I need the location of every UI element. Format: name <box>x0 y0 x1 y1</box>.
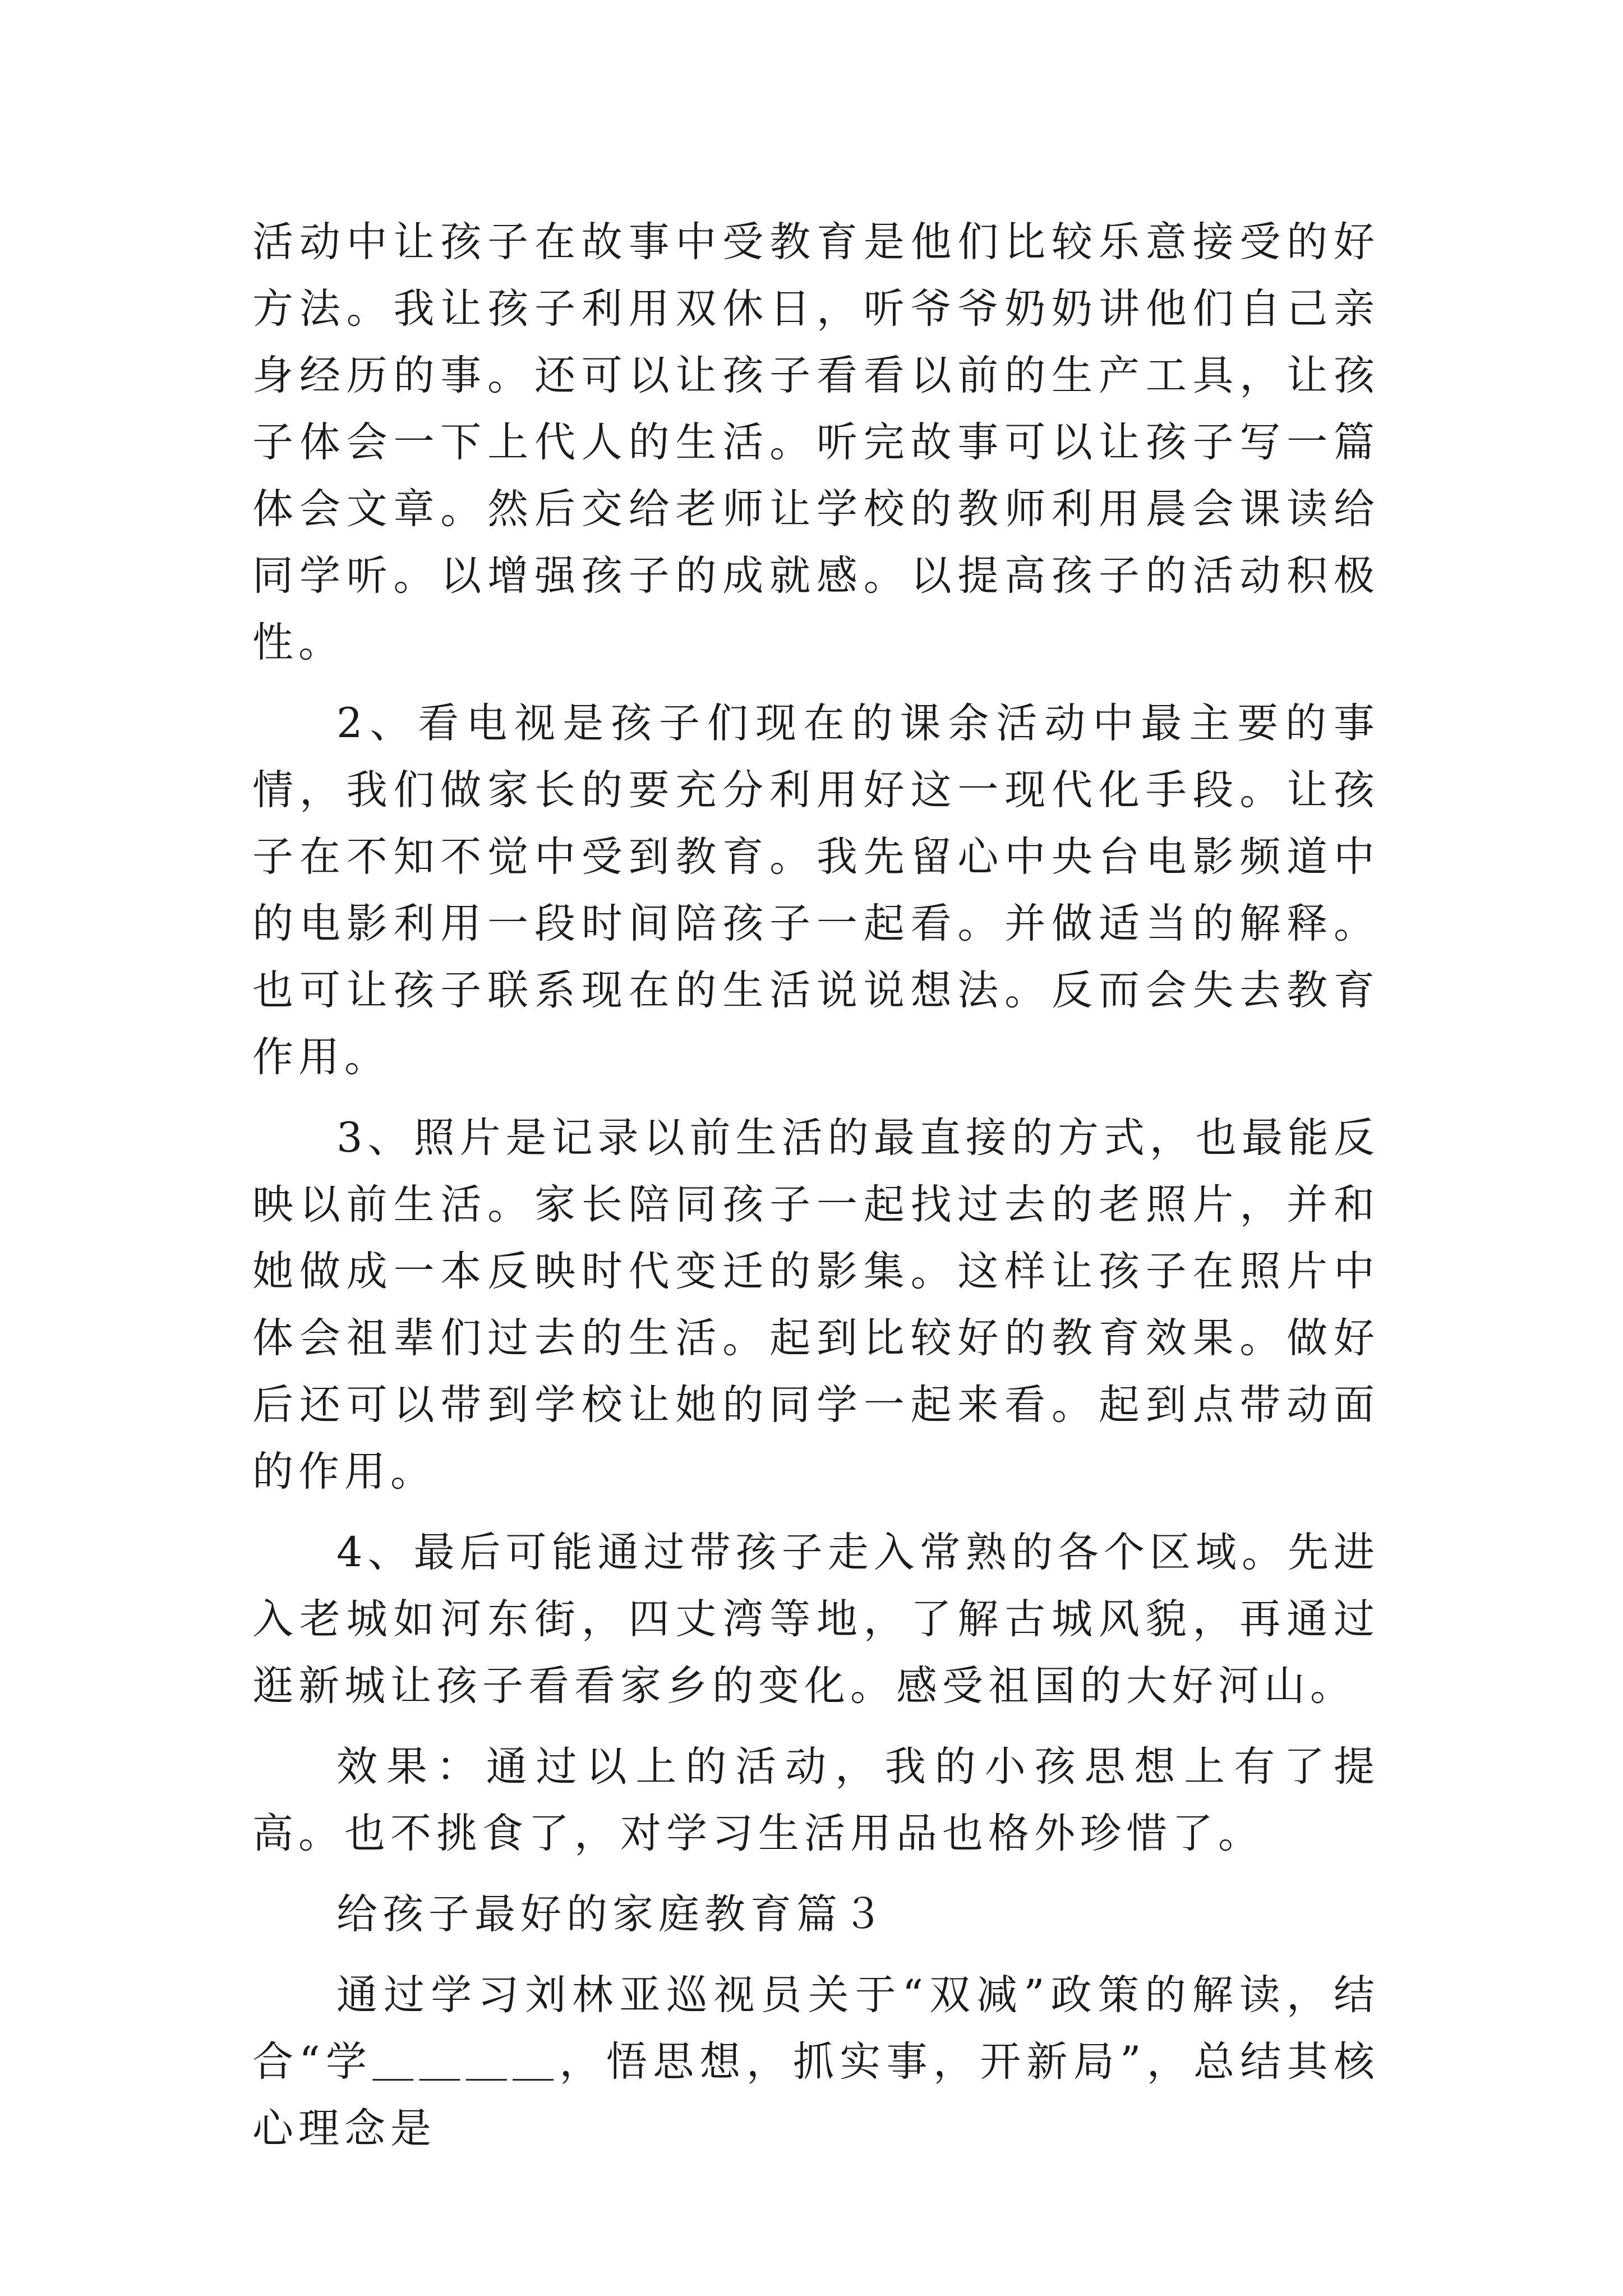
paragraph-watching-tv: 2、看电视是孩子们现在的课余活动中最主要的事情，我们做家长的要充分利用好这一现代化手段。让孩子在不知不觉中受到教育。我先留心中央台电影频道中的电影利用一段时间陪孩子一起看。并做适当的解释。也可让孩子联系现在的生活说说想法。反而会失去教育作用。 <box>252 700 1380 1081</box>
paragraph-city-tour: 4、最后可能通过带孩子走入常熟的各个区域。先进入老城如河东街，四丈湾等地，了解古城风貌，再通过逛新城让孩子看看家乡的变化。感受祖国的大好河山。 <box>252 1529 1380 1710</box>
document-body <box>252 209 1380 2176</box>
paragraph-effect: 效果：通过以上的活动，我的小孩思想上有了提高。也不挑食了，对学习生活用品也格外珍惜了。 <box>252 1743 1380 1857</box>
paragraph-story-activity: 活动中让孩子在故事中受教育是他们比较乐意接受的好方法。我让孩子利用双休日，听爷爷奶奶讲他们自己亲身经历的事。还可以让孩子看看以前的生产工具，让孩子体会一下上代人的生活。听完故事可以让孩子写一篇体会文章。然后交给老师让学校的教师利用晨会课读给同学听。以增强孩子的成就感。以提高孩子的活动积极性。 <box>252 218 1380 666</box>
paragraph-photos: 3、照片是记录以前生活的最直接的方式，也最能反映以前生活。家长陪同孩子一起找过去的老照片，并和她做成一本反映时代变迁的影集。这样让孩子在照片中体会祖辈们过去的生活。起到比较好的教育效果。做好后还可以带到学校让她的同学一起来看。起到点带动面的作用。 <box>252 1114 1380 1496</box>
paragraph-double-reduction: 通过学习刘林亚巡视员关于“双减”政策的解读，结合“学＿＿＿＿，悟思想，抓实事，开新局”，总结其核心理念是 <box>252 1971 1380 2152</box>
section-heading: 给孩子最好的家庭教育篇３ <box>336 1890 888 1938</box>
